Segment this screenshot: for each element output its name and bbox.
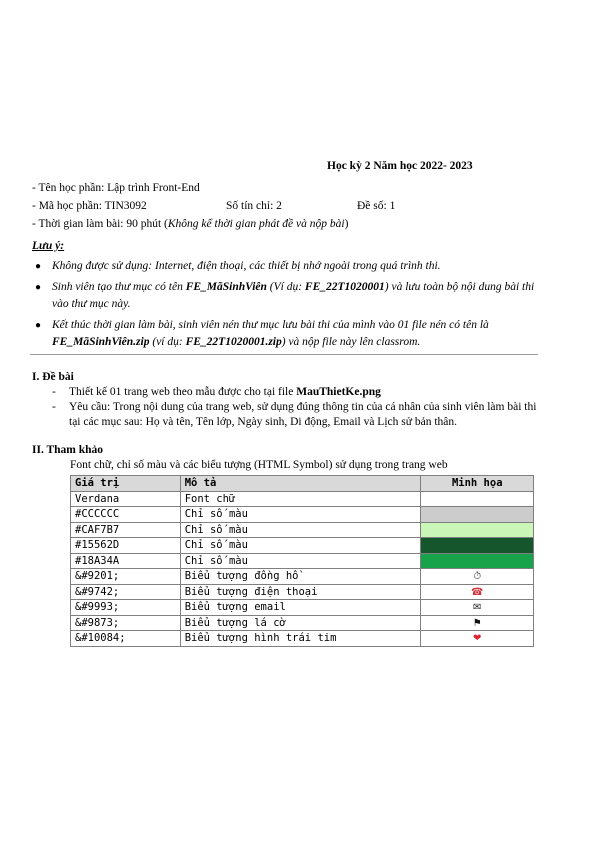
notes-list xyxy=(32,258,542,355)
task-list xyxy=(52,385,538,430)
table-row xyxy=(71,584,534,600)
term-year-heading: Học kỳ 2 Năm học 2022- 2023 xyxy=(327,160,473,172)
reference-table xyxy=(70,475,534,647)
section-heading-task: I. Đề bài xyxy=(32,371,74,383)
notes-title: Lưu ý: xyxy=(32,240,65,252)
folder-name-example: FE_22T1020001 xyxy=(304,280,385,293)
exam-time-close: ) xyxy=(344,218,349,230)
cell-description: Chỉ số màu xyxy=(180,522,421,538)
note-text: ) và nộp file này lên classrom. xyxy=(281,336,421,348)
table-row xyxy=(71,553,534,569)
task-text: Thiết kế 01 trang web theo mẫu được cho tại file xyxy=(69,386,297,398)
table-row xyxy=(71,631,534,647)
table-body xyxy=(71,491,534,646)
task-item xyxy=(52,385,538,400)
color-swatch xyxy=(421,538,534,554)
cell-illustration xyxy=(421,631,534,647)
zip-name-example: FE_22T1020001.zip xyxy=(185,336,282,348)
task-item xyxy=(52,400,538,430)
section-heading-reference: II. Tham khảo xyxy=(32,444,104,456)
envelope-icon: ✉ xyxy=(473,602,482,614)
cell-value: &#9742; xyxy=(71,584,181,600)
column-header-illustration: Minh họa xyxy=(421,476,534,492)
credits: Số tín chỉ: 2 xyxy=(226,200,282,212)
divider xyxy=(30,354,538,355)
exam-time-text: - Thời gian làm bài: 90 phút ( xyxy=(32,218,168,230)
cell-description: Biểu tượng điện thoại xyxy=(180,584,421,600)
cell-value: #CCCCCC xyxy=(71,507,181,523)
cell-illustration xyxy=(421,615,534,631)
cell-value: &#9201; xyxy=(71,569,181,585)
cell-illustration xyxy=(421,600,534,616)
table-row xyxy=(71,507,534,523)
note-text: Kết thúc thời gian làm bài, sinh viên nén thư mục lưu bài thi của mình vào 01 file nén có tên là xyxy=(52,318,489,331)
table-row xyxy=(71,491,534,507)
table-row xyxy=(71,615,534,631)
cell-description: Chỉ số màu xyxy=(180,553,421,569)
note-text: Sinh viên tạo thư mục có tên xyxy=(52,280,186,293)
course-name: - Tên học phần: Lập trình Front-End xyxy=(32,182,200,194)
note-text: (Ví dụ: xyxy=(266,280,305,293)
cell-description: Biểu tượng hình trái tim xyxy=(180,631,421,647)
heart-icon: ❤ xyxy=(473,633,482,645)
cell-description: Chỉ số màu xyxy=(180,538,421,554)
table-row xyxy=(71,569,534,585)
telephone-icon: ☎ xyxy=(471,586,484,598)
exam-time-note: Không kể thời gian phát đề và nộp bài xyxy=(167,218,345,230)
table-row xyxy=(71,600,534,616)
dash-marker: - xyxy=(52,401,56,413)
table-row xyxy=(71,522,534,538)
cell-description: Font chữ xyxy=(180,491,421,507)
course-code-line xyxy=(32,200,452,216)
note-item xyxy=(32,279,542,314)
note-item xyxy=(32,258,542,276)
exam-time xyxy=(32,218,348,230)
cell-value: Verdana xyxy=(71,491,181,507)
cell-value: &#10084; xyxy=(71,631,181,647)
bullet-icon: ● xyxy=(35,261,42,272)
zip-name-format: FE_MãSinhViên.zip xyxy=(52,336,150,348)
design-file-name: MauThietKe.png xyxy=(296,386,381,398)
cell-value: #CAF7B7 xyxy=(71,522,181,538)
table-header-row xyxy=(71,476,534,492)
cell-illustration xyxy=(421,569,534,585)
folder-name-format: FE_MãSinhViên xyxy=(185,280,267,293)
task-text: Yêu cầu: Trong nội dung của trang web, sử dụng đúng thông tin của cá nhân của sinh viên làm bài thi tại các mục sau: Họ và tên, Tên lớp, Ngày sinh, Di động, Email và Lịch sử bản thân. xyxy=(69,401,537,428)
table-row xyxy=(71,538,534,554)
dash-marker: - xyxy=(52,386,56,398)
cell-value: &#9993; xyxy=(71,600,181,616)
bullet-icon: ● xyxy=(35,319,42,331)
note-text: ) và lưu toàn bộ nội dung bài thi vào thư mục này. xyxy=(52,280,535,310)
cell-illustration xyxy=(421,584,534,600)
flag-icon: ⚑ xyxy=(472,617,482,629)
color-swatch xyxy=(421,522,534,538)
note-item xyxy=(32,317,542,352)
cell-description: Biểu tượng đồng hồ xyxy=(180,569,421,585)
column-header-description: Mô tả xyxy=(180,476,421,492)
stopwatch-icon: ⏱ xyxy=(473,571,482,583)
bullet-icon: ● xyxy=(35,281,42,293)
cell-description: Biểu tượng email xyxy=(180,600,421,616)
cell-description: Biểu tượng lá cờ xyxy=(180,615,421,631)
cell-value: &#9873; xyxy=(71,615,181,631)
column-header-value: Giá trị xyxy=(71,476,181,492)
note-text: Không được sử dụng: Internet, điện thoại, các thiết bị nhớ ngoài trong quá trình thi. xyxy=(52,260,441,272)
cell-value: #18A34A xyxy=(71,553,181,569)
table-caption: Font chữ, chỉ số màu và các biểu tượng (HTML Symbol) sử dụng trong trang web xyxy=(70,459,448,471)
cell-value: #15562D xyxy=(71,538,181,554)
color-swatch xyxy=(421,507,534,523)
note-text: (ví dụ: xyxy=(149,336,186,348)
exam-number: Đề số: 1 xyxy=(357,200,396,212)
cell-illustration xyxy=(421,491,534,507)
color-swatch xyxy=(421,553,534,569)
cell-description: Chỉ số màu xyxy=(180,507,421,523)
course-code: - Mã học phần: TIN3092 xyxy=(32,200,147,212)
